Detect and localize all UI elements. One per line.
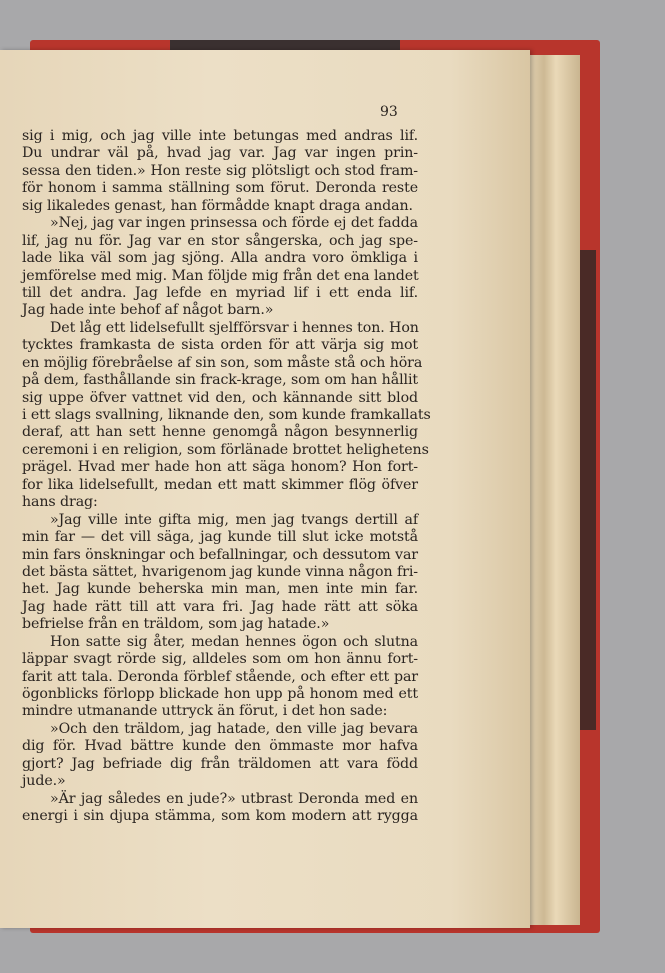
- text-line: Du undrar väl på, hvad jag var. Jag var ingen prin-: [22, 145, 418, 162]
- text-line: hans drag:: [22, 494, 98, 511]
- book-cover-marbling: [578, 250, 596, 730]
- text-line: »Jag ville inte gifta mig, men jag tvangs dertill af: [50, 511, 418, 528]
- text-line: gjort? Jag befriade dig från träldomen att vara född: [22, 755, 418, 772]
- text-line: Hon satte sig åter, medan hennes ögon och slutna: [50, 633, 418, 650]
- text-line: till det andra. Jag lefde en myriad lif i ett enda lif.: [22, 284, 418, 301]
- text-line: för honom i samma ställning som förut. Deronda reste: [22, 180, 418, 197]
- text-line: jemförelse med mig. Man följde mig från det ena landet: [22, 267, 419, 284]
- text-line: mindre utmanande uttryck än förut, i det hon sade:: [22, 703, 388, 720]
- text-line: ögonblicks förlopp blickade hon upp på honom med ett: [22, 686, 418, 702]
- text-line: sessa den tiden.» Hon reste sig plötsligt och stod fram-: [22, 162, 418, 179]
- text-line: min fars önskningar och befallningar, och dessutom var: [22, 546, 418, 563]
- page-number: 93: [380, 104, 398, 120]
- text-line: »Och den träldom, jag hatade, den ville jag bevara: [50, 720, 418, 737]
- text-line: lif, jag nu för. Jag var en stor sångerska, och jag spe-: [22, 232, 418, 249]
- text-line: energi i sin djupa stämma, som kom modern att rygga: [22, 808, 418, 825]
- text-line: tycktes framkasta de sista orden för att värja sig mot: [22, 337, 418, 354]
- text-line: min far — det vill säga, jag kunde till slut icke motstå: [22, 529, 418, 546]
- text-line: for lika lidelsefullt, medan ett matt skimmer flög öfver: [22, 476, 418, 493]
- book-spine-top: [170, 40, 400, 50]
- text-line: sig i mig, och jag ville inte betungas med andras lif.: [22, 128, 418, 144]
- text-line: het. Jag kunde beherska min man, men inte min far.: [22, 581, 418, 598]
- text-line: Jag hade rätt till att vara fri. Jag hade rätt att söka: [22, 598, 418, 615]
- text-line: Jag hade inte behof af något barn.»: [22, 302, 274, 319]
- text-line: farit att tala. Deronda förblef stående, och efter ett par: [22, 668, 418, 685]
- text-line: sig uppe öfver vattnet vid den, och kännande sitt blod: [22, 389, 418, 406]
- text-line: på dem, fasthållande sin frack-krage, som om han hållit: [22, 372, 418, 389]
- text-line: i ett slags svallning, liknande den, som kunde framkallats: [22, 407, 431, 423]
- text-line: läppar svagt rörde sig, alldeles som om hon ännu fort-: [22, 651, 418, 668]
- text-line: befrielse från en träldom, som jag hatade.»: [22, 616, 330, 633]
- text-line: prägel. Hvad mer hade hon att säga honom? Hon fort-: [22, 459, 418, 476]
- text-line: deraf, att han sett henne genomgå någon besynnerlig: [22, 424, 418, 441]
- text-line: en möjlig förebråelse af sin son, som måste stå och höra: [22, 354, 423, 371]
- text-line: sig likaledes genast, han förmådde knapt draga andan.: [22, 197, 413, 214]
- text-line: dig för. Hvad bättre kunde den ömmaste mor hafva: [22, 738, 418, 755]
- text-line: »Nej, jag var ingen prinsessa och förde ej det fadda: [50, 215, 418, 232]
- body-text: [22, 128, 431, 826]
- text-line: lade lika väl som jag sjöng. Alla andra voro ömkliga i: [22, 250, 418, 267]
- text-line: jude.»: [22, 773, 66, 790]
- text-line: Det låg ett lidelsefullt sjelfförsvar i hennes ton. Hon: [50, 319, 419, 336]
- text-line: »Är jag således en jude?» utbrast Deronda med en: [50, 790, 418, 807]
- text-line: det bästa sättet, hvarigenom jag kunde vinna någon fri-: [22, 563, 418, 580]
- text-line: ceremoni i en religion, som förlänade brottet helighetens: [22, 441, 429, 458]
